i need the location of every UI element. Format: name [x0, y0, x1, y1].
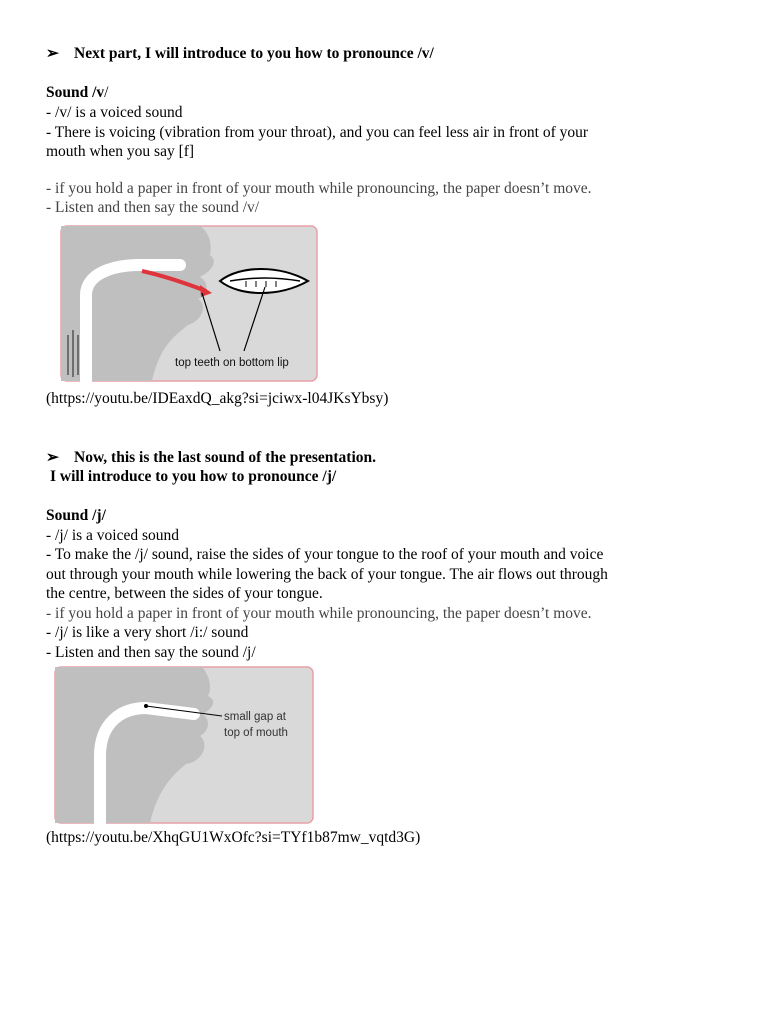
- text-line: - /j/ is like a very short /i:/ sound: [46, 624, 249, 641]
- video-link-j[interactable]: (https://youtu.be/XhqGU1WxOfc?si=TYf1b87mw_vqtd3G): [46, 829, 421, 846]
- text-line: the centre, between the sides of your tongue.: [46, 585, 323, 602]
- listen-line: - Listen and then say the sound /j/: [46, 644, 256, 661]
- section-j-heading: ➢ Now, this is the last sound of the presentation.: [46, 449, 377, 466]
- section-v-heading: ➢ Next part, I will introduce to you how to pronounce /v/: [46, 45, 434, 62]
- listen-line: - Listen and then say the sound /v/: [46, 199, 260, 216]
- paper-test-line: - if you hold a paper in front of your mouth while pronouncing, the paper doesn’t move.: [46, 180, 592, 197]
- figure-label: top teeth on bottom lip: [175, 357, 289, 369]
- paper-test-line: - if you hold a paper in front of your mouth while pronouncing, the paper doesn’t move.: [46, 605, 592, 622]
- sound-v-title: Sound /v/: [46, 84, 109, 101]
- text-line: - /v/ is a voiced sound: [46, 104, 183, 121]
- figure-label: top of mouth: [224, 727, 288, 739]
- text-line: - /j/ is a voiced sound: [46, 527, 180, 544]
- section-j-subheading: I will introduce to you how to pronounce /j/: [50, 468, 337, 485]
- j-mouth-diagram: [54, 666, 314, 824]
- bullet-arrow-icon: ➢: [46, 45, 59, 62]
- sound-j-title: Sound /j/: [46, 507, 106, 524]
- bullet-arrow-icon: ➢: [46, 449, 59, 466]
- figure-label: small gap at: [224, 711, 287, 723]
- text-line: - There is voicing (vibration from your throat), and you can feel less air in front of your: [46, 124, 589, 141]
- v-mouth-diagram: [60, 225, 318, 382]
- text-line: out through your mouth while lowering the back of your tongue. The air flows out through: [46, 566, 608, 583]
- video-link-v[interactable]: (https://youtu.be/IDEaxdQ_akg?si=jciwx-l04JKsYbsy): [46, 390, 389, 407]
- text-line: mouth when you say [f]: [46, 143, 195, 160]
- text-line: - To make the /j/ sound, raise the sides of your tongue to the roof of your mouth and voice: [46, 546, 604, 563]
